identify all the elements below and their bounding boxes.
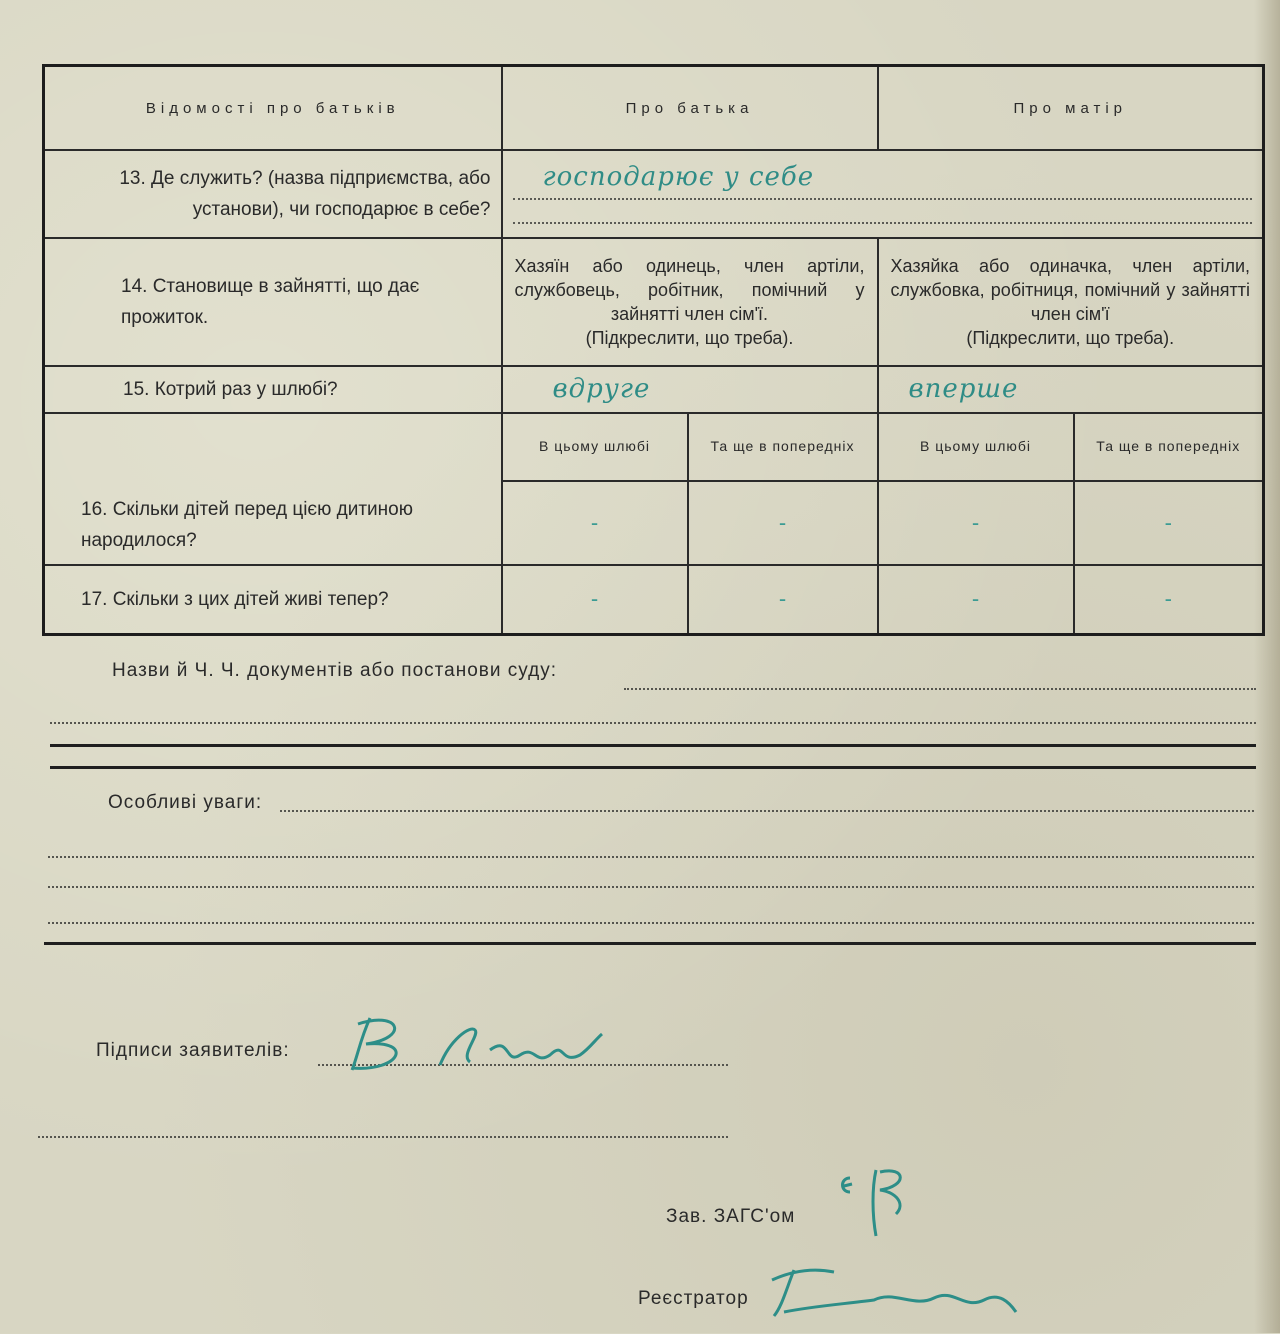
applicant-signature: [340, 1010, 630, 1084]
q15-mother-cell: [878, 366, 1264, 413]
documents-dotline-2: [50, 722, 1256, 724]
table-header-row: [44, 66, 1264, 151]
row-q13: [44, 150, 1264, 238]
q14-mother-cell: [878, 238, 1264, 365]
q14-father-cell: [502, 238, 878, 365]
head-label: Зав. ЗАГС'ом: [666, 1206, 796, 1227]
row-q15: [44, 366, 1264, 413]
q15-mother-answer: вперше: [908, 374, 1019, 405]
q15-father-cell: [502, 366, 878, 413]
row-q17: [44, 565, 1264, 635]
q15-label: 15. Котрий раз у шлюбі?: [44, 366, 502, 413]
q14-mother-options: Хазяйка або одиначка, член артіли, службовка, робітниця, помічний у зайнятті член сім'ї: [890, 256, 1251, 324]
q16-value-2: -: [688, 481, 878, 565]
documents-rule-1: [50, 744, 1256, 747]
q16-mother-prev-header: Та ще в попередніх: [1074, 413, 1264, 481]
row-q14: [44, 238, 1264, 365]
q16-value-4: -: [1074, 481, 1264, 565]
parents-info-table: [42, 64, 1265, 636]
q16-father-this-header: В цьому шлюбі: [502, 413, 688, 481]
q17-value-2: -: [688, 565, 878, 635]
documents-dotline-1: [624, 688, 1256, 690]
registrar-signature: [764, 1260, 1034, 1334]
remarks-dotline-2: [48, 856, 1254, 858]
q13-label: 13. Де служить? (назва підприємства, або установи), чи господарює в себе?: [44, 150, 502, 238]
remarks-dotline-3: [48, 886, 1254, 888]
remarks-dotline-4: [48, 922, 1254, 924]
header-info: Відомості про батьків: [44, 66, 502, 151]
q16-father-prev-header: Та ще в попередніх: [688, 413, 878, 481]
applicants-dotline-2: [38, 1136, 728, 1138]
q16-mother-this-header: В цьому шлюбі: [878, 413, 1074, 481]
q13-dotline: [513, 198, 1253, 200]
q13-dotline-2: [513, 222, 1253, 224]
q16-value-1: -: [502, 481, 688, 565]
q14-father-note: (Підкреслити, що треба).: [585, 328, 794, 348]
header-father: Про батька: [502, 66, 878, 151]
q17-label: 17. Скільки з цих дітей живі тепер?: [44, 565, 502, 635]
q13-father-answer: господарює у себе: [542, 162, 815, 193]
documents-rule-2: [50, 766, 1256, 769]
q17-value-3: -: [878, 565, 1074, 635]
q17-value-1: -: [502, 565, 688, 635]
q14-father-options: Хазяїн або одинець, член артіли, службовець, робітник, помічний у зайнятті член сім'ї.: [514, 256, 865, 324]
header-mother: Про матір: [878, 66, 1264, 151]
documents-label: Назви й Ч. Ч. документів або постанови суду:: [112, 660, 557, 681]
remarks-rule: [44, 942, 1256, 945]
head-signature: [836, 1164, 976, 1248]
q17-value-4: -: [1074, 565, 1264, 635]
q16-value-3: -: [878, 481, 1074, 565]
remarks-dotline-1: [280, 810, 1254, 812]
q15-father-answer: вдруге: [552, 374, 651, 405]
registrar-label: Реєстратор: [638, 1288, 749, 1309]
q13-answer-cell: [502, 150, 1264, 238]
row-q16-subheader: [44, 413, 1264, 481]
remarks-label: Особливі уваги:: [108, 792, 263, 813]
applicants-label: Підписи заявителів:: [96, 1040, 290, 1061]
q14-mother-note: (Підкреслити, що треба).: [966, 328, 1175, 348]
q16-label: 16. Скільки дітей перед цією дитиною народилося?: [44, 413, 502, 565]
q14-label: 14. Становище в зайнятті, що дає прожиток.: [44, 238, 502, 365]
